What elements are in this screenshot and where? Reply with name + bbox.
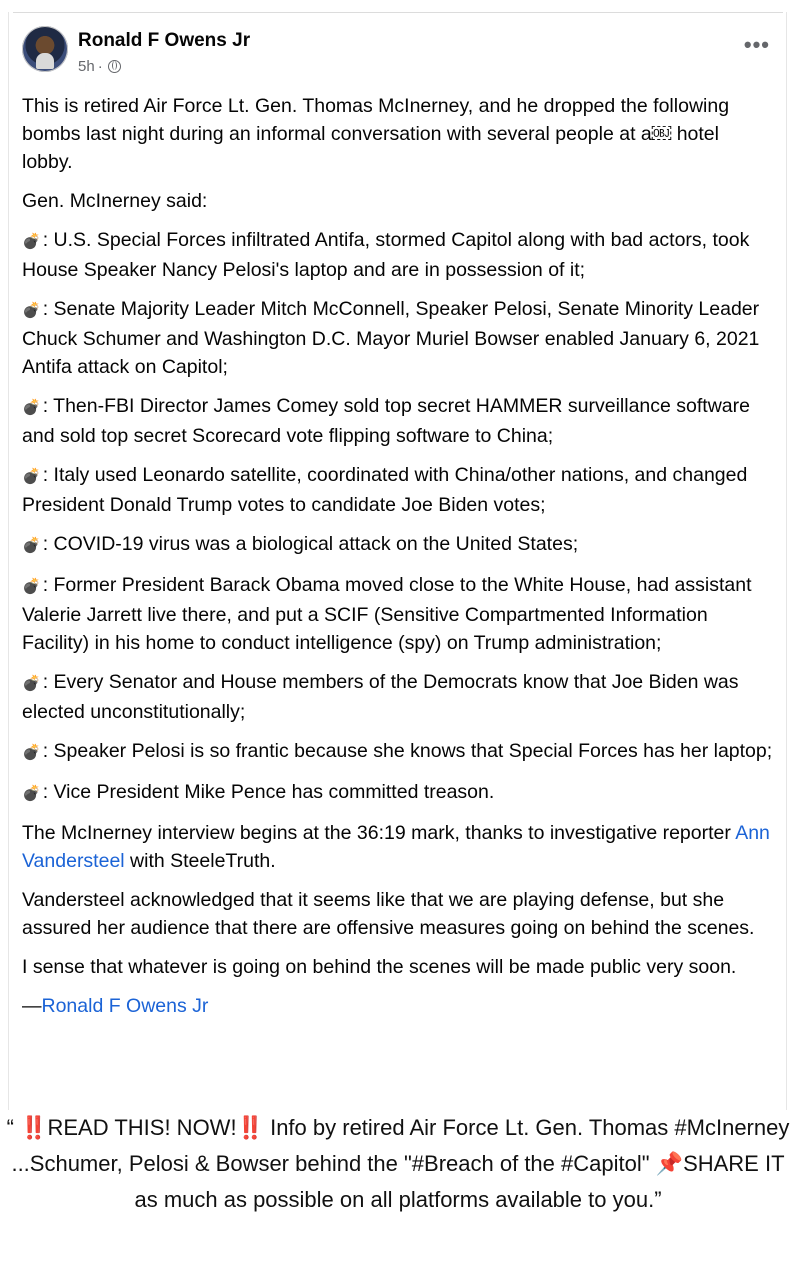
- bullet-text: : Every Senator and House members of the Democrats know that Joe Biden was elected unconstitutionally;: [22, 671, 739, 723]
- bullet-text: : U.S. Special Forces infiltrated Antifa, stormed Capitol along with bad actors, took House Speaker Nancy Pelosi's laptop and are in possession of it;: [22, 229, 750, 281]
- vandersteel-paragraph: Vandersteel acknowledged that it seems like that we are playing defense, but she assured her audience that there are offensive measures going on behind the scenes.: [22, 889, 755, 939]
- globe-icon[interactable]: [108, 60, 121, 73]
- bullet-text: : Former President Barack Obama moved close to the White House, had assistant Valerie Jarrett live there, and put a SCIF (Sensitive Compartmented Information Facility) in his home to conduct intelligence (spy) on Trump administration;: [22, 574, 752, 654]
- caption-close-quote: ”: [654, 1187, 662, 1212]
- post-header: [22, 26, 774, 82]
- double-exclamation-icon: ‼️: [236, 1115, 264, 1140]
- meta-dot: ·: [97, 58, 103, 75]
- bullet-item: [22, 668, 774, 726]
- sense-paragraph: I sense that whatever is going on behind the scenes will be made public very soon.: [22, 956, 737, 978]
- bullet-item: [22, 461, 774, 519]
- bomb-icon: 💣: [22, 468, 41, 485]
- bomb-icon: 💣: [22, 785, 41, 802]
- bullet-text: : Vice President Mike Pence has committed treason.: [42, 781, 495, 803]
- post-frame-right: [786, 12, 787, 1110]
- bomb-icon: 💣: [22, 675, 41, 692]
- interview-text-end: with SteeleTruth.: [124, 850, 276, 872]
- signature-dash: —: [22, 995, 42, 1017]
- post-frame-top: [13, 12, 783, 13]
- pushpin-icon: 📌: [655, 1151, 684, 1176]
- bullet-item: [22, 778, 774, 808]
- signature-link[interactable]: Ronald F Owens Jr: [41, 995, 209, 1017]
- reporter-link[interactable]: Ann Vandersteel: [22, 822, 770, 872]
- post-body: [22, 92, 774, 1020]
- interview-text: The McInerney interview begins at the 36:19 mark, thanks to investigative reporter: [22, 822, 736, 844]
- bullet-item: [22, 295, 774, 381]
- bullet-text: : COVID-19 virus was a biological attack on the United States;: [42, 533, 579, 555]
- caption-share-text: SHARE IT as much as possible on all platforms available to you.: [134, 1151, 785, 1212]
- bomb-icon: 💣: [22, 233, 41, 250]
- signature: [22, 992, 774, 1020]
- caption-open-quote: “: [6, 1115, 14, 1140]
- post-meta: [78, 58, 121, 75]
- bullet-item: [22, 226, 774, 284]
- more-options-button[interactable]: •••: [743, 32, 770, 57]
- bullet-item: [22, 530, 774, 560]
- bullet-item: [22, 571, 774, 657]
- bomb-icon: 💣: [22, 578, 41, 595]
- bullet-text: : Senate Majority Leader Mitch McConnell, Speaker Pelosi, Senate Minority Leader Chuck Schumer and Washington D.C. Mayor Muriel Bowser enabled January 6, 2021 Antifa attack on Capitol;: [22, 298, 760, 378]
- bomb-icon: 💣: [22, 537, 41, 554]
- bullet-text: : Speaker Pelosi is so frantic because she knows that Special Forces has her laptop;: [42, 740, 773, 762]
- avatar[interactable]: [22, 26, 68, 72]
- bullet-item: [22, 392, 774, 450]
- interview-paragraph: [22, 819, 774, 875]
- bullet-text: : Then-FBI Director James Comey sold top secret HAMMER surveillance software and sold top secret Scorecard vote flipping software to China;: [22, 395, 750, 447]
- bomb-icon: 💣: [22, 302, 41, 319]
- bomb-icon: 💣: [22, 744, 41, 761]
- caption-read: READ THIS! NOW!: [47, 1115, 237, 1140]
- bomb-icon: 💣: [22, 399, 41, 416]
- facebook-post: [22, 26, 774, 1031]
- bullet-item: [22, 737, 774, 767]
- post-frame-left: [8, 12, 9, 1110]
- post-time[interactable]: 5h: [78, 58, 95, 75]
- author-name[interactable]: Ronald F Owens Jr: [78, 30, 251, 51]
- post-said: Gen. McInerney said:: [22, 190, 208, 212]
- share-caption: [0, 1110, 796, 1218]
- double-exclamation-icon: ‼️: [20, 1115, 48, 1140]
- bullet-text: : Italy used Leonardo satellite, coordinated with China/other nations, and changed President Donald Trump votes to candidate Joe Biden votes;: [22, 464, 748, 516]
- caption-text: Info by retired Air Force Lt. Gen. Thomas #McInerney ...Schumer, Pelosi & Bowser behind the "#Breach of the #Capitol": [11, 1115, 790, 1176]
- post-intro: This is retired Air Force Lt. Gen. Thomas McInerney, and he dropped the following bombs last night during an informal conversation with several people at a￼ hotel lobby.: [22, 95, 730, 173]
